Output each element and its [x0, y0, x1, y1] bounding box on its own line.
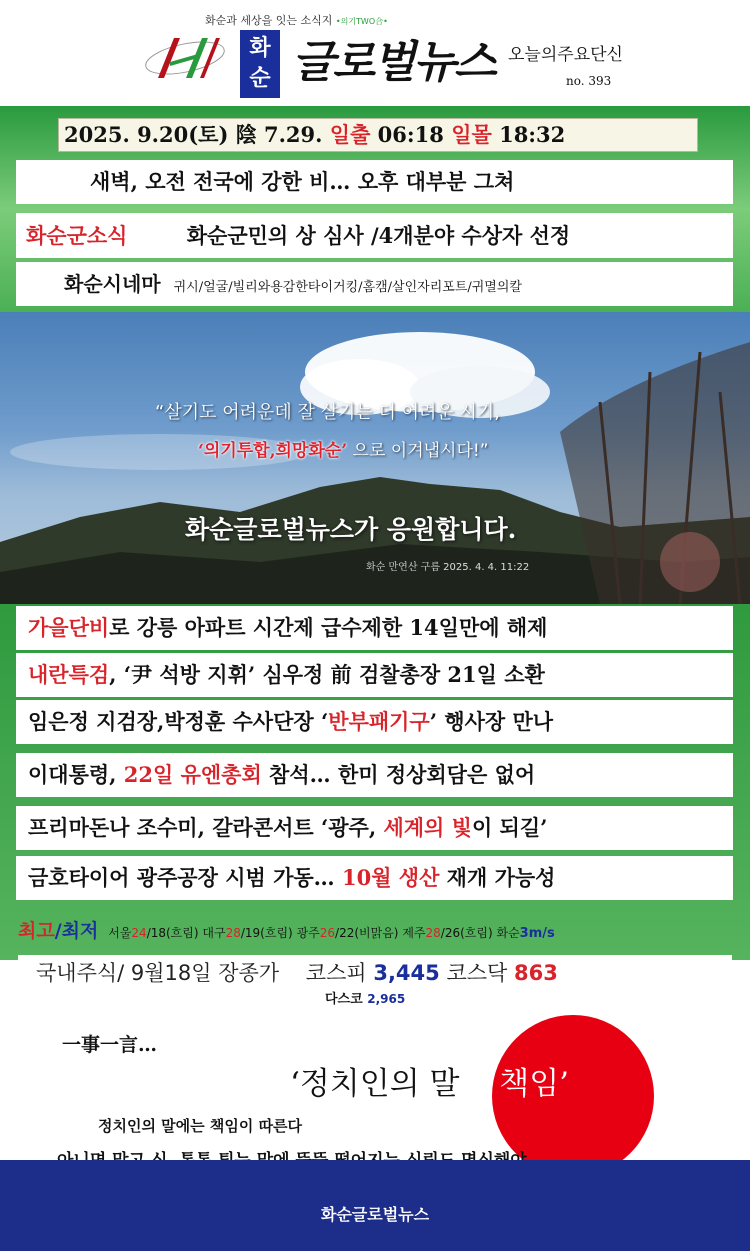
saying-title	[290, 1058, 569, 1103]
date-bar	[58, 118, 698, 152]
kosdaq-label: 코스닥	[446, 961, 508, 985]
county-news-box[interactable]	[16, 213, 733, 258]
cinema-films: 귀시/얼굴/빌리와용감한타이거킹/홈캠/살인자리포트/귀멸의칼	[173, 280, 522, 295]
weather-label	[18, 920, 98, 942]
news-item[interactable]	[16, 856, 733, 900]
news-highlight: 가을단비	[28, 615, 110, 640]
news-highlight: 10월 생산	[341, 865, 440, 890]
stock-box[interactable]	[18, 955, 732, 989]
news-text: 로 강릉 아파트 시간제 급수제한 14일만에 해제	[109, 615, 548, 640]
hwasun-logo-box	[240, 30, 280, 98]
brush-title: 글로벌뉴스	[292, 37, 495, 88]
nasdaq-value: 2,965	[367, 992, 406, 1006]
quote-line1: “살기도 어려운데 잘 살기는 더 어려운 시기,	[155, 402, 500, 423]
weather-label-low: 최저	[61, 920, 99, 942]
city-high: 28	[225, 926, 241, 940]
daily-title: 오늘의주요단신	[508, 45, 623, 65]
kospi-value: 3,445	[373, 961, 440, 985]
city-low: /26(흐림)	[440, 926, 493, 940]
news-highlight: 22일 유엔총회	[123, 762, 262, 787]
news-highlight: 세계의 빛	[383, 815, 472, 840]
date-text: 2025. 9.20(토)	[64, 122, 229, 147]
issue-number: no. 393	[566, 74, 612, 88]
county-news-text: 화순군민의 상 심사 /4개분야 수상자 선정	[186, 223, 571, 248]
news-highlight: 반부패기구	[328, 709, 430, 734]
tagline-small: •의기TWO合•	[335, 17, 388, 26]
logo-char-2: 순	[249, 66, 271, 91]
city-name: 제주	[402, 926, 426, 940]
saying-line1: 정치인의 말에는 책임이 따른다	[98, 1117, 303, 1135]
city-high: 28	[425, 926, 441, 940]
city-low: /22(비맑음)	[335, 926, 399, 940]
news-text: 임은정 지검장,박정훈 수사단장 ‘	[28, 709, 329, 734]
footer	[0, 1160, 750, 1251]
tagline-text: 화순과 세상을 잇는 소식지	[205, 14, 333, 27]
city-low: /19(흐림)	[240, 926, 293, 940]
photo-caption: 화순 만연산 구름 2025. 4. 4. 11:22	[366, 562, 530, 573]
hwasun-wind-label: 화순	[496, 926, 520, 940]
city-high: 24	[131, 926, 147, 940]
news-text: 금호타이어 광주공장 시범 가동…	[28, 865, 342, 890]
cinema-box[interactable]	[16, 262, 733, 306]
sunrise-time: 06:18	[377, 122, 444, 147]
news-item[interactable]	[16, 606, 733, 650]
hs-logo-icon	[140, 28, 230, 88]
weather-label-high: 최고	[18, 920, 55, 942]
news-text: ’ 행사장 만나	[429, 709, 554, 734]
one-word-heading: 一事一言…	[62, 1034, 158, 1056]
city-name: 광주	[296, 926, 320, 940]
sunset-time: 18:32	[499, 122, 566, 147]
city-name: 서울	[108, 926, 132, 940]
city-low: /18(흐림)	[146, 926, 199, 940]
saying-title-part1: ‘정치인의 말	[290, 1066, 460, 1102]
stock-label: 국내주식/ 9월18일 장종가	[36, 961, 280, 985]
news-text: 이대통령,	[28, 762, 124, 787]
kosdaq-value: 863	[514, 961, 558, 985]
masthead	[0, 0, 750, 106]
nasdaq-line	[325, 988, 405, 1007]
city-name: 대구	[202, 926, 226, 940]
sunrise-label: 일출	[329, 122, 371, 147]
news-item[interactable]	[16, 700, 733, 744]
sunset-label: 일몰	[451, 122, 492, 147]
news-text: 참석… 한미 정상회담은 없어	[261, 762, 536, 787]
news-text: , ‘尹 석방 지휘’ 심우정 前 검찰총장 21일 소환	[109, 662, 545, 687]
nasdaq-label: 다스코	[325, 992, 363, 1007]
kospi-label: 코스피	[305, 961, 367, 985]
cheer-text: 화순글로벌뉴스가 응원합니다.	[185, 515, 517, 544]
quote-highlight: ‘의기투합,희망화순’	[198, 441, 348, 461]
logo-char-1: 화	[249, 36, 271, 61]
news-text: 프리마돈나 조수미, 갈라콘서트 ‘광주,	[28, 815, 384, 840]
weather-headline[interactable]: 새벽, 오전 전국에 강한 비… 오후 대부분 그쳐	[16, 160, 733, 204]
cinema-label: 화순시네마	[64, 272, 161, 296]
photo-banner	[0, 312, 750, 604]
saying-title-part2: 과 책임’	[459, 1066, 569, 1102]
weather-row	[18, 915, 748, 947]
city-high: 26	[319, 926, 336, 940]
news-item[interactable]	[16, 653, 733, 697]
news-text: 재개 가능성	[439, 865, 556, 890]
quote-line2	[198, 436, 489, 461]
footer-brand[interactable]: 화순글로벌뉴스	[320, 1205, 430, 1224]
news-item[interactable]	[16, 753, 733, 797]
news-item[interactable]	[16, 806, 733, 850]
news-text: 이 되길’	[471, 815, 548, 840]
county-news-label: 화순군소식	[26, 224, 128, 248]
news-highlight: 내란특검	[28, 662, 110, 687]
wind-speed: 3m/s	[519, 926, 555, 941]
quote-line2-rest: 으로 이겨냅시다!”	[352, 441, 489, 461]
weather-label-sep: /	[54, 920, 62, 942]
lunar-date: 陰 7.29.	[235, 122, 323, 147]
